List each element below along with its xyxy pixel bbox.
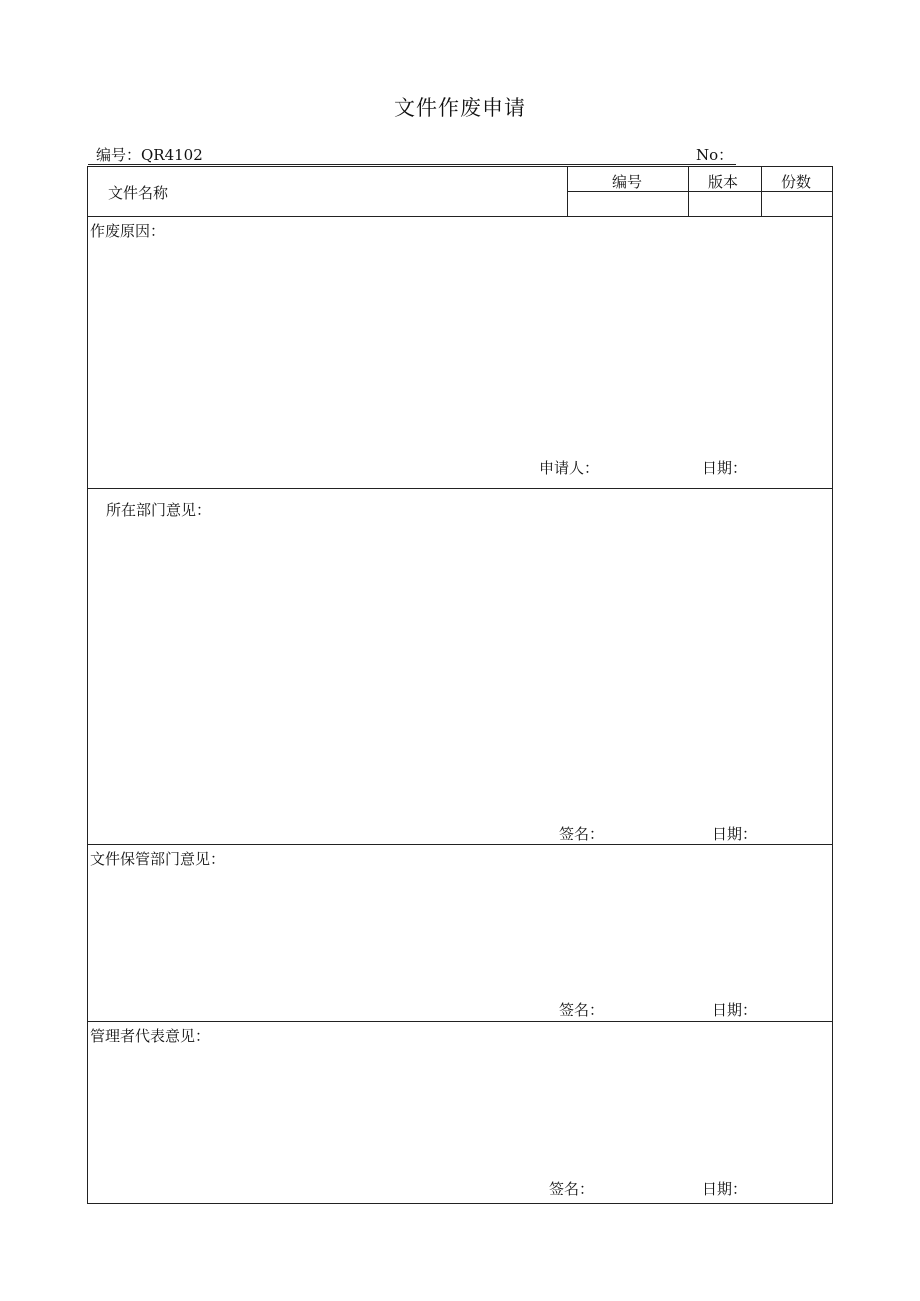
col-header-copies: 份数 — [781, 173, 812, 191]
doc-copies-field[interactable] — [762, 192, 832, 216]
section-dept-opinion[interactable] — [88, 488, 832, 844]
form-code-line — [88, 144, 736, 165]
section-management-rep-opinion[interactable] — [88, 1021, 832, 1204]
applicant-label: 申请人： — [539, 459, 600, 477]
col-header-code: 编号 — [612, 173, 643, 191]
doc-code-field[interactable] — [568, 192, 688, 216]
doc-version-field[interactable] — [689, 192, 761, 216]
date-label: 日期： — [702, 1180, 748, 1198]
section-label: 作废原因： — [90, 222, 166, 240]
form-title: 文件作废申请 — [394, 96, 526, 120]
section-abolish-reason[interactable] — [88, 216, 832, 488]
section-label: 管理者代表意见： — [90, 1027, 211, 1045]
date-label: 日期： — [712, 825, 758, 843]
doc-name-label: 文件名称 — [108, 184, 169, 202]
section-label: 文件保管部门意见： — [90, 850, 226, 868]
date-label: 日期： — [712, 1001, 758, 1019]
doc-info-row — [88, 167, 832, 216]
signature-label: 签名： — [549, 1180, 595, 1198]
signature-label: 签名： — [559, 825, 605, 843]
date-label: 日期： — [702, 459, 748, 477]
section-custodian-opinion[interactable] — [88, 844, 832, 1021]
section-label: 所在部门意见： — [106, 501, 212, 519]
form-serial-no[interactable]: No： — [696, 146, 734, 164]
doc-name-field[interactable] — [208, 169, 563, 214]
signature-label: 签名： — [559, 1001, 605, 1019]
form-code: 编号：QR4102 — [96, 146, 203, 164]
abolish-form — [87, 166, 833, 1204]
col-header-version: 版本 — [708, 173, 739, 191]
